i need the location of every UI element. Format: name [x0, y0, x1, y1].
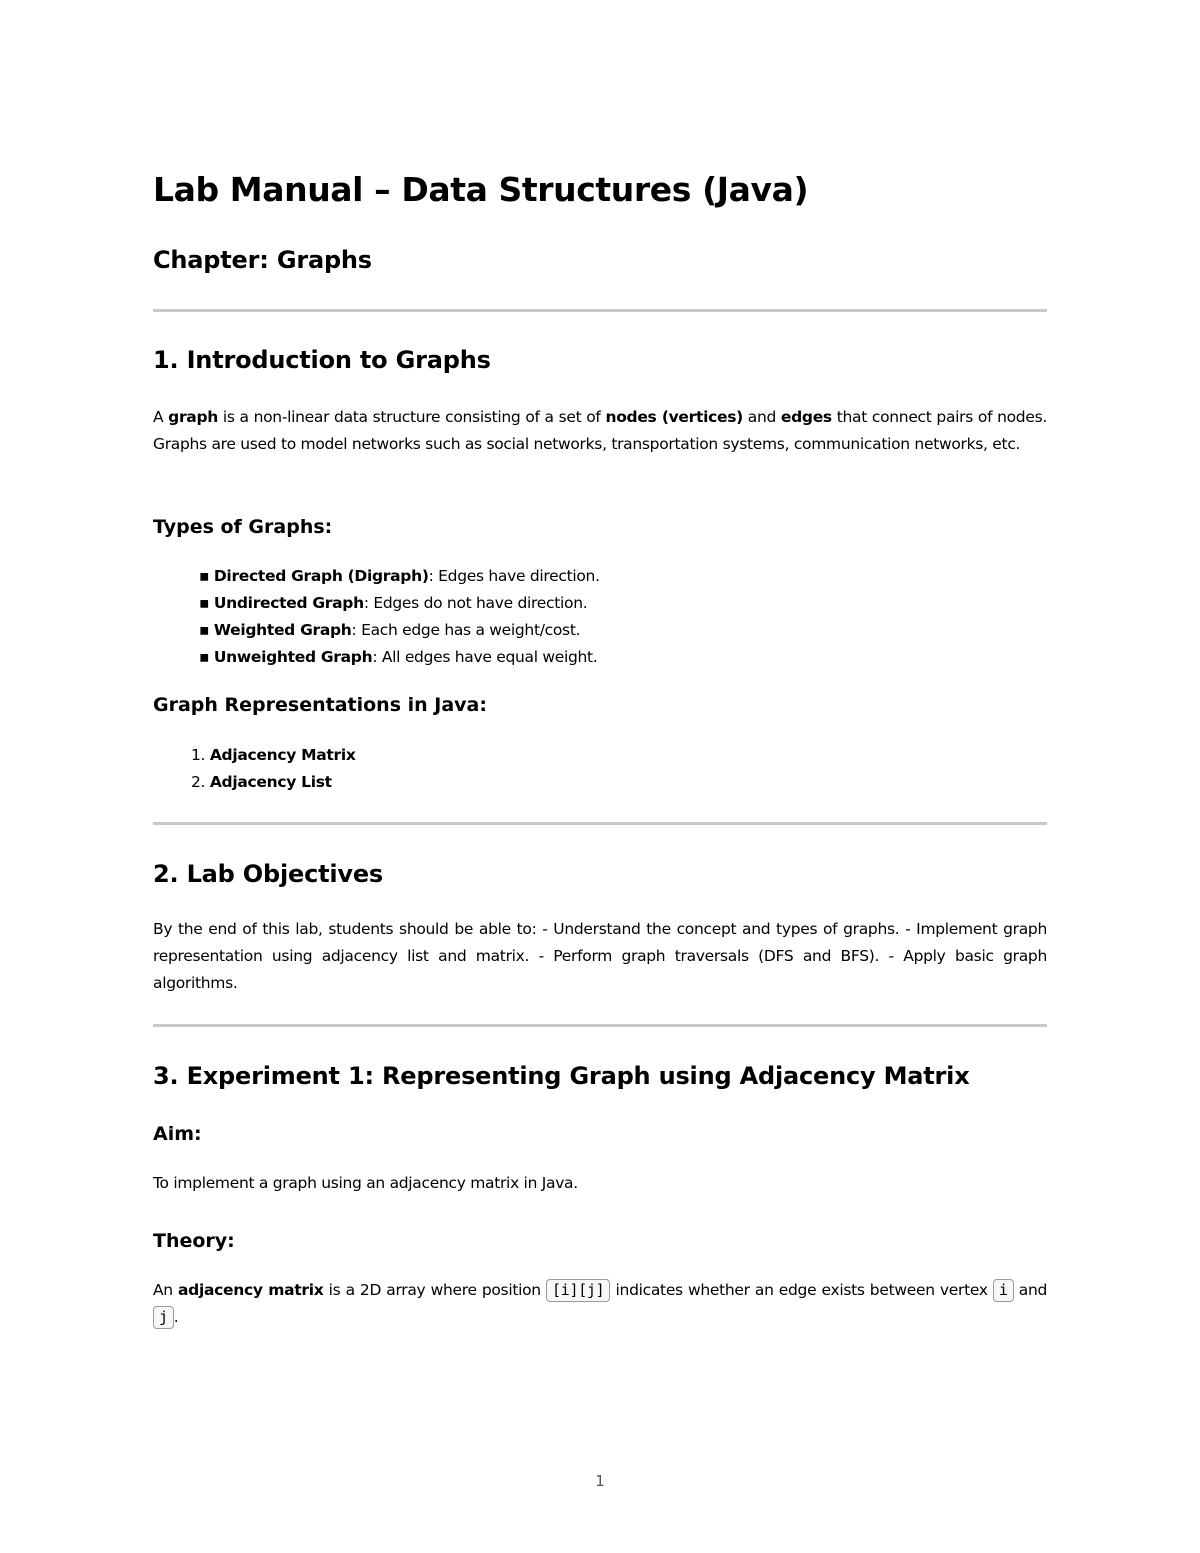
subheading-aim: Aim: [153, 1123, 202, 1145]
term-adjacency-matrix: adjacency matrix [178, 1281, 324, 1299]
subheading-theory: Theory: [153, 1230, 235, 1252]
representations-list [191, 742, 356, 796]
graph-types-list [199, 563, 600, 671]
page-number: 1 [595, 1472, 605, 1490]
inline-code: [i][j] [546, 1279, 610, 1302]
list-item: 1. Adjacency Matrix [191, 746, 356, 764]
list-item: ▪ Undirected Graph: Edges do not have direction. [199, 594, 588, 612]
term-edges: edges [780, 408, 832, 426]
inline-code: j [153, 1306, 174, 1329]
theory-paragraph: An adjacency matrix is a 2D array where position [i][j] indicates whether an edge exists between vertex i and j . [153, 1277, 1047, 1331]
subheading-graph-representations: Graph Representations in Java: [153, 694, 487, 716]
objectives-paragraph: By the end of this lab, students should be able to: - Understand the concept and types of graphs. - Implement graph representation using adjacency list and matrix. - Perform graph traversals (DFS and BFS). - Apply basic graph algorithms. [153, 920, 1047, 992]
intro-paragraph: A graph is a non-linear data structure consisting of a set of nodes (vertices) and edges that connect pairs of nodes. Graphs are used to model networks such as social networks, transportation systems, communication networks, etc. [153, 408, 1047, 453]
section-heading-introduction: 1. Introduction to Graphs [153, 346, 491, 374]
document-title: Lab Manual – Data Structures (Java) [153, 170, 809, 209]
inline-code: i [993, 1279, 1014, 1302]
divider [153, 1024, 1047, 1027]
divider [153, 822, 1047, 825]
list-item: 2. Adjacency List [191, 773, 332, 791]
term-graph: graph [168, 408, 219, 426]
list-item: ▪ Directed Graph (Digraph): Edges have direction. [199, 567, 600, 585]
chapter-heading: Chapter: Graphs [153, 246, 372, 274]
term-nodes: nodes (vertices) [605, 408, 743, 426]
subheading-types-of-graphs: Types of Graphs: [153, 516, 333, 538]
list-item: ▪ Weighted Graph: Each edge has a weight/cost. [199, 621, 581, 639]
list-item: ▪ Unweighted Graph: All edges have equal weight. [199, 648, 598, 666]
section-heading-experiment-1: 3. Experiment 1: Representing Graph using Adjacency Matrix [153, 1062, 970, 1090]
aim-paragraph: To implement a graph using an adjacency matrix in Java. [153, 1174, 578, 1192]
bullet-icon: ▪ [199, 648, 210, 666]
section-heading-objectives: 2. Lab Objectives [153, 860, 384, 888]
bullet-icon: ▪ [199, 594, 210, 612]
divider [153, 309, 1047, 312]
bullet-icon: ▪ [199, 567, 210, 585]
bullet-icon: ▪ [199, 621, 210, 639]
